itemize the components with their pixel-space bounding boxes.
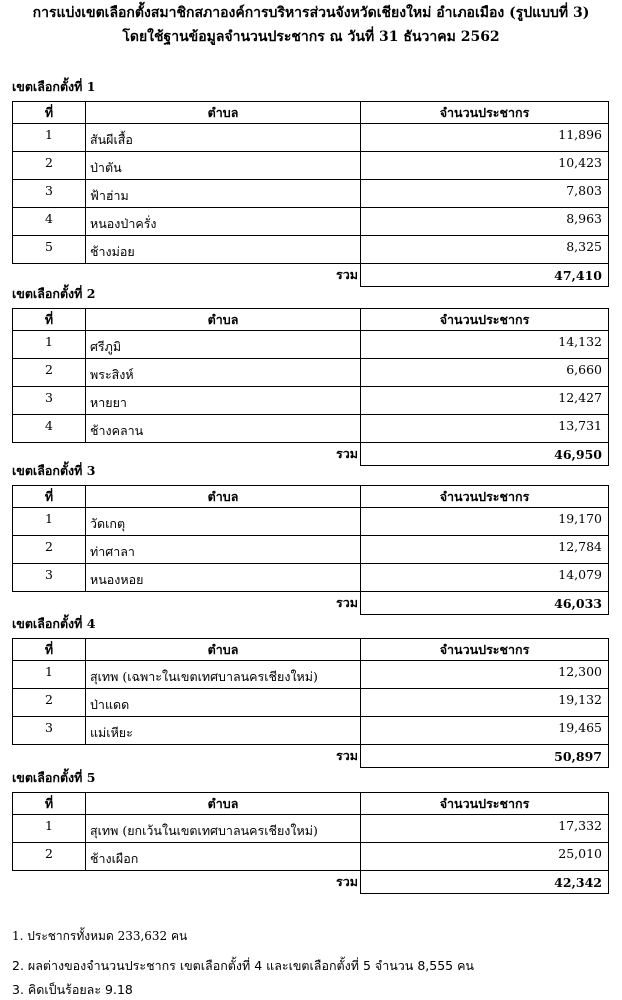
header-population: จำนวนประชากร [361,486,609,508]
table-row [13,359,609,387]
header-population: จำนวนประชากร [361,793,609,815]
row-population: 8,325 [361,236,609,264]
document-title: การแบ่งเขตเลือกตั้งสมาชิกสภาองค์การบริหารส่วนจังหวัดเชียงใหม่ อำเภอเมือง (รูปแบบที่ 3) [32,5,590,21]
row-subdistrict: สุเทพ (ยกเว้นในเขตเทศบาลนครเชียงใหม่) [86,815,361,843]
total-label: รวม [86,264,361,287]
total-label: รวม [86,745,361,768]
row-population: 14,079 [361,564,609,592]
row-no: 4 [13,415,86,443]
header-subdistrict: ตำบล [86,102,361,124]
row-subdistrict: วัดเกตุ [86,508,361,536]
row-no: 1 [13,815,86,843]
table-header-row [13,309,609,331]
row-no: 3 [13,387,86,415]
document-subtitle: โดยใช้ฐานข้อมูลจำนวนประชากร ณ วันที่ 31 ธันวาคม 2562 [122,29,500,45]
table-header-row [13,102,609,124]
table-row [13,508,609,536]
row-population: 19,465 [361,717,609,745]
header-subdistrict: ตำบล [86,793,361,815]
row-subdistrict: พระสิงห์ [86,359,361,387]
table-row [13,564,609,592]
row-no: 2 [13,152,86,180]
table-row [13,180,609,208]
district-3-label: เขตเลือกตั้งที่ 3 [12,463,96,478]
district-3-table [12,485,609,615]
row-population: 6,660 [361,359,609,387]
table-row [13,717,609,745]
header-population: จำนวนประชากร [361,639,609,661]
row-no: 3 [13,180,86,208]
row-population: 25,010 [361,843,609,871]
row-no: 4 [13,208,86,236]
table-header-row [13,793,609,815]
row-population: 19,170 [361,508,609,536]
header-no: ที่ [13,793,86,815]
row-population: 19,132 [361,689,609,717]
row-no: 2 [13,536,86,564]
row-population: 12,427 [361,387,609,415]
row-subdistrict: ท่าศาลา [86,536,361,564]
note-population-difference: 2. ผลต่างของจำนวนประชากร เขตเลือกตั้งที่ 4 และเขตเลือกตั้งที่ 5 จำนวน 8,555 คน [12,958,474,973]
district-1-table [12,101,609,287]
row-subdistrict: ช้างคลาน [86,415,361,443]
row-no: 1 [13,508,86,536]
row-subdistrict: ศรีภูมิ [86,331,361,359]
table-row [13,536,609,564]
table-row [13,415,609,443]
table-row [13,661,609,689]
table-row [13,208,609,236]
table-row [13,124,609,152]
table-row [13,331,609,359]
header-no: ที่ [13,639,86,661]
row-subdistrict: ป่าแดด [86,689,361,717]
row-subdistrict: ช้างเผือก [86,843,361,871]
row-no: 1 [13,124,86,152]
table-header-row [13,639,609,661]
row-population: 17,332 [361,815,609,843]
row-subdistrict: สุเทพ (เฉพาะในเขตเทศบาลนครเชียงใหม่) [86,661,361,689]
row-subdistrict: ป่าตัน [86,152,361,180]
district-5-table [12,792,609,894]
row-no: 3 [13,564,86,592]
district-2-table [12,308,609,466]
row-no: 1 [13,331,86,359]
table-row [13,843,609,871]
row-population: 12,784 [361,536,609,564]
row-population: 8,963 [361,208,609,236]
row-population: 10,423 [361,152,609,180]
note-total-population: 1. ประชากรทั้งหมด 233,632 คน [12,929,188,943]
header-subdistrict: ตำบล [86,486,361,508]
total-value: 47,410 [361,264,609,287]
table-row [13,815,609,843]
header-subdistrict: ตำบล [86,309,361,331]
district-1-label: เขตเลือกตั้งที่ 1 [12,79,96,94]
district-5-label: เขตเลือกตั้งที่ 5 [12,770,96,785]
table-row [13,152,609,180]
table-header-row [13,486,609,508]
row-subdistrict: หายยา [86,387,361,415]
total-label: รวม [86,443,361,466]
total-row [13,871,609,894]
row-no: 2 [13,689,86,717]
row-no: 1 [13,661,86,689]
table-row [13,689,609,717]
header-no: ที่ [13,102,86,124]
total-row [13,264,609,287]
row-no: 5 [13,236,86,264]
row-subdistrict: ฟ้าฮ่าม [86,180,361,208]
row-no: 3 [13,717,86,745]
row-population: 13,731 [361,415,609,443]
row-subdistrict: ช้างม่อย [86,236,361,264]
header-no: ที่ [13,309,86,331]
total-value: 46,033 [361,592,609,615]
row-population: 7,803 [361,180,609,208]
row-subdistrict: หนองหอย [86,564,361,592]
row-no: 2 [13,359,86,387]
total-row [13,443,609,466]
row-no: 2 [13,843,86,871]
district-4-table [12,638,609,768]
table-row [13,387,609,415]
district-2-label: เขตเลือกตั้งที่ 2 [12,286,96,301]
table-row [13,236,609,264]
header-population: จำนวนประชากร [361,309,609,331]
row-subdistrict: แม่เหียะ [86,717,361,745]
note-percentage: 3. คิดเป็นร้อยละ 9.18 [12,982,133,997]
header-population: จำนวนประชากร [361,102,609,124]
total-label: รวม [86,592,361,615]
header-no: ที่ [13,486,86,508]
total-value: 50,897 [361,745,609,768]
row-subdistrict: สันผีเสื้อ [86,124,361,152]
district-4-label: เขตเลือกตั้งที่ 4 [12,616,96,631]
row-subdistrict: หนองป่าครั่ง [86,208,361,236]
total-row [13,745,609,768]
total-label: รวม [86,871,361,894]
row-population: 12,300 [361,661,609,689]
total-value: 42,342 [361,871,609,894]
total-row [13,592,609,615]
row-population: 11,896 [361,124,609,152]
total-value: 46,950 [361,443,609,466]
row-population: 14,132 [361,331,609,359]
header-subdistrict: ตำบล [86,639,361,661]
